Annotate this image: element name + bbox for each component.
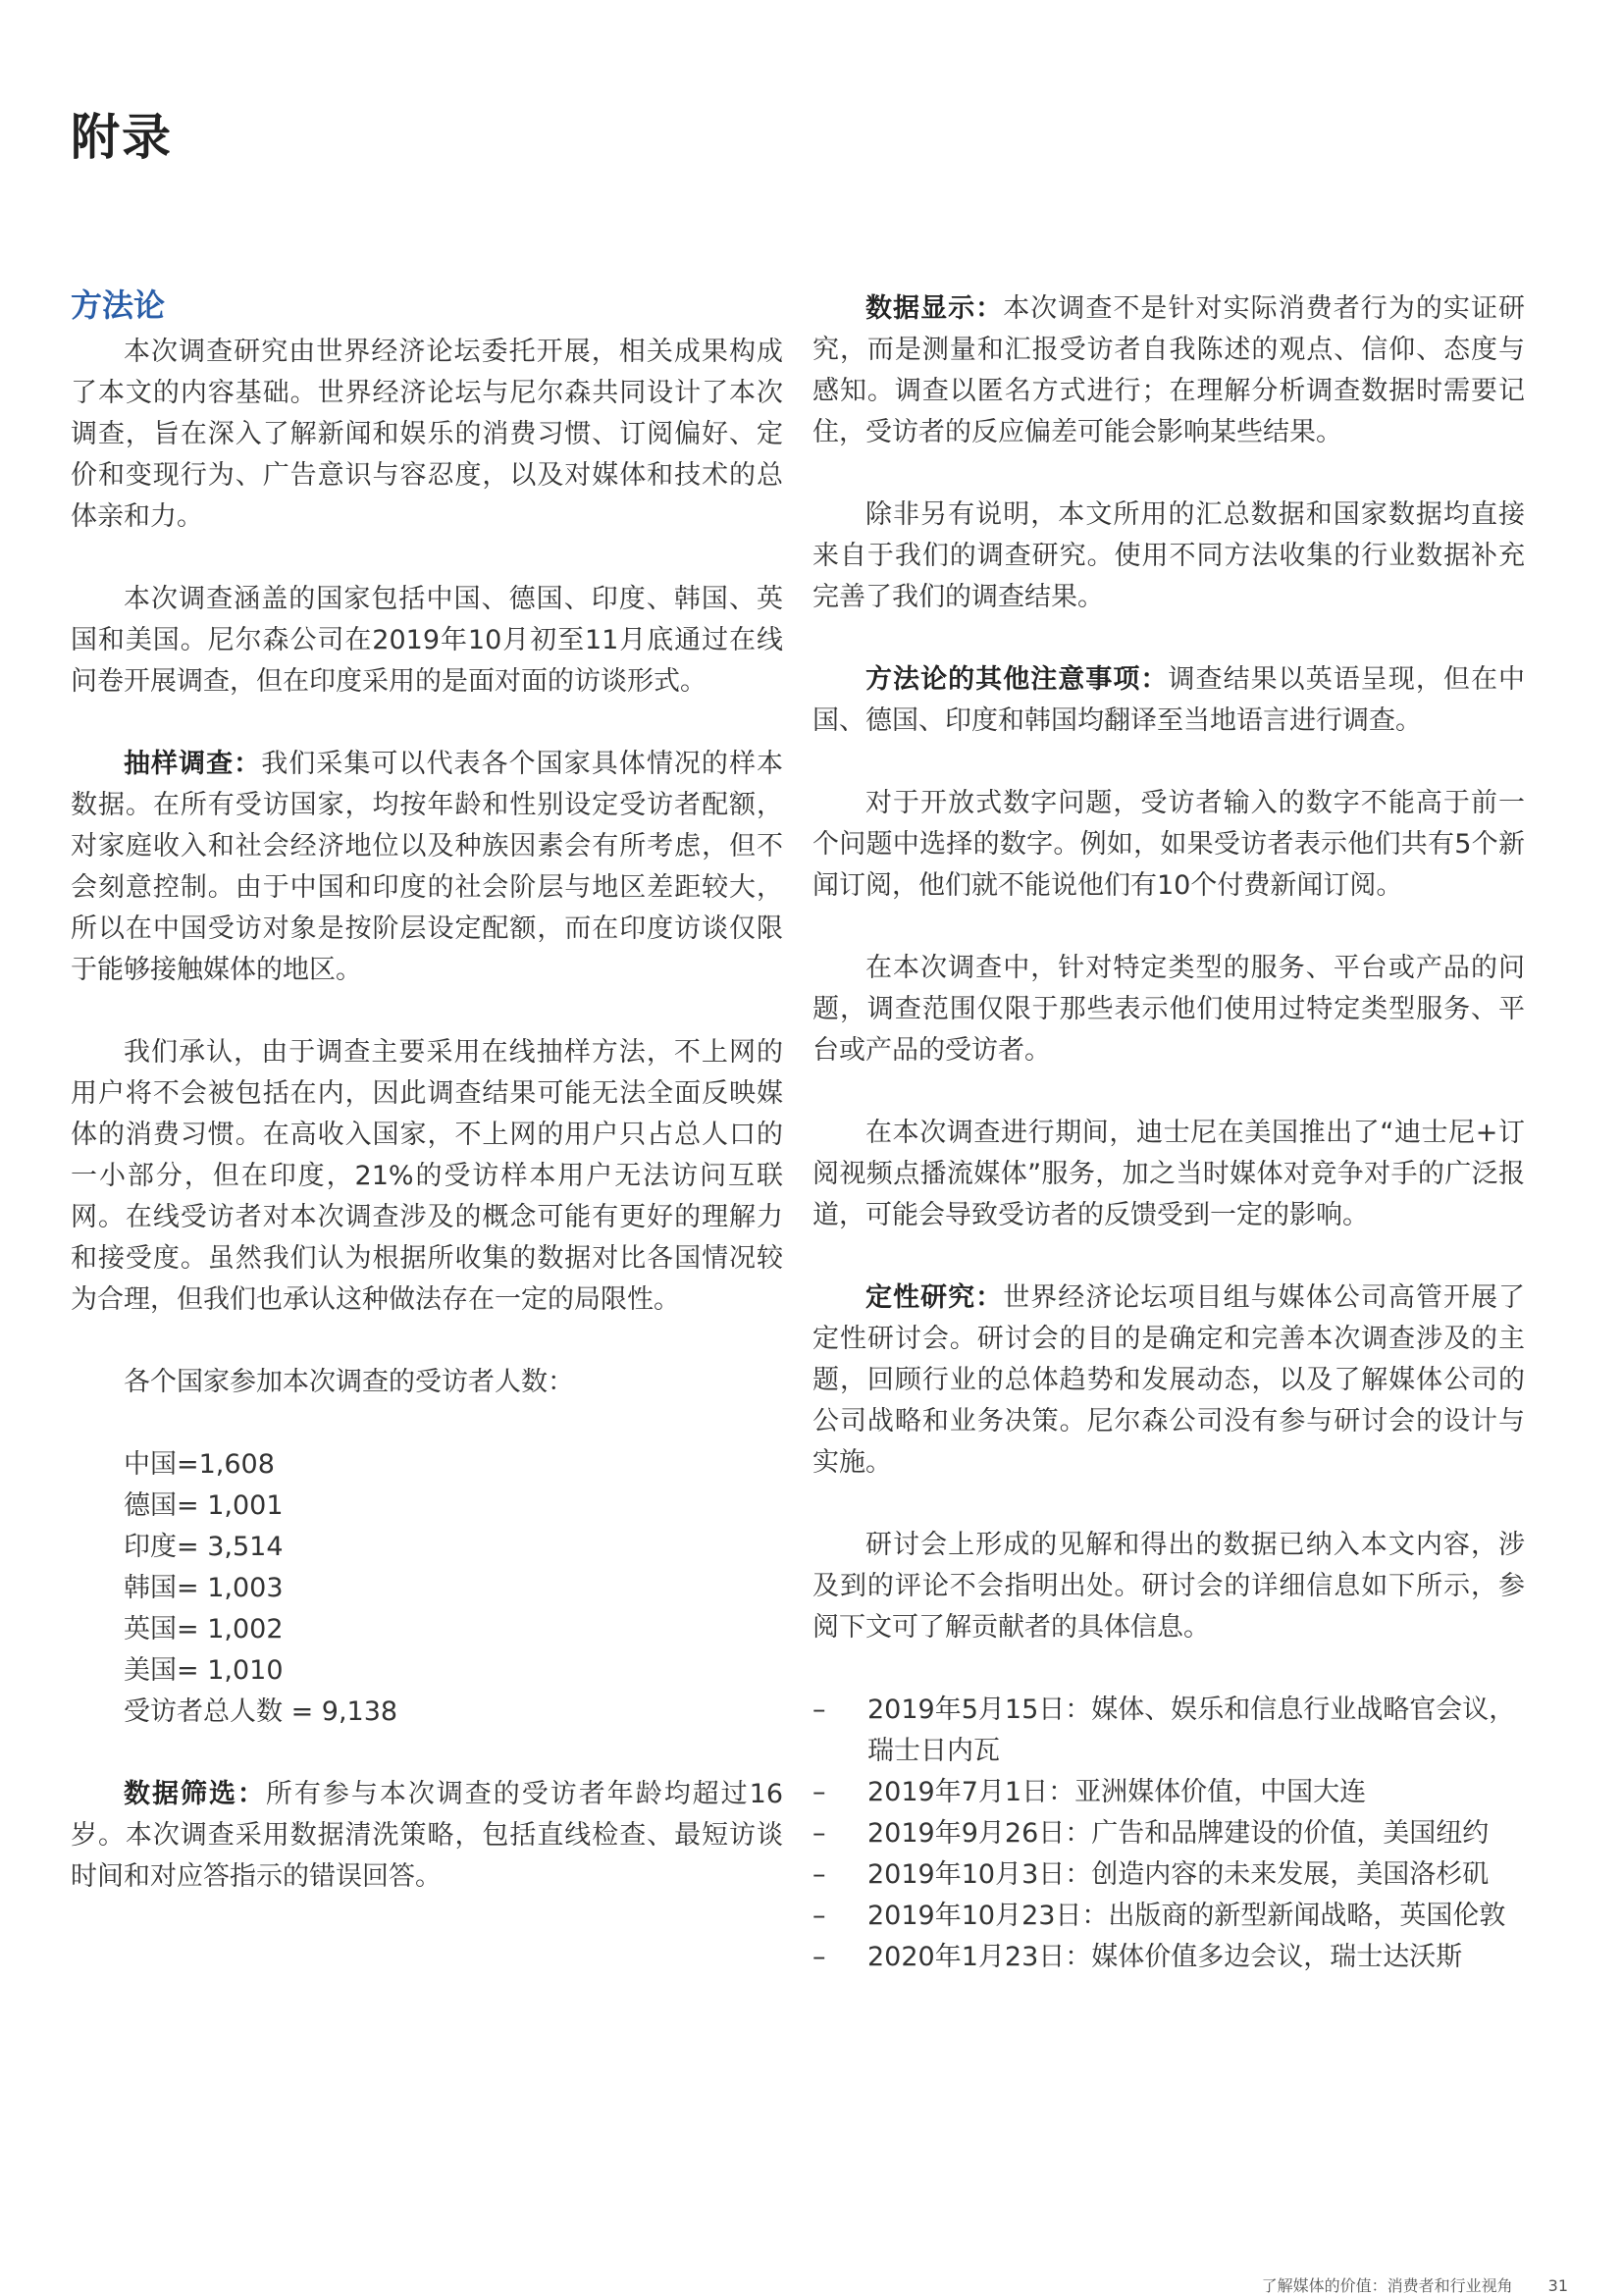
workshop-intro-paragraph: 研讨会上形成的见解和得出的数据已纳入本文内容，涉及到的评论不会指明出处。研讨会的详细信息如下所示，参阅下文可了解贡献者的具体信息。 — [812, 1530, 1525, 1643]
workshop-text: 2019年5月15日：媒体、娱乐和信息行业战略官会议，瑞士日内瓦 — [867, 1695, 1516, 1766]
workshop-text: 2019年10月23日：出版商的新型新闻战略，英国伦敦 — [867, 1901, 1506, 1931]
list-item: 韩国= 1,003 — [124, 1573, 284, 1603]
list-item — [812, 1854, 1525, 1896]
list-item — [812, 1813, 1525, 1854]
workshop-list — [812, 1690, 1525, 1978]
scope-paragraph: 在本次调查中，针对特定类型的服务、平台或产品的问题，调查范围仅限于那些表示他们使用过特定类型服务、平台或产品的受访者。 — [812, 953, 1525, 1066]
dash-marker: – — [812, 1859, 826, 1890]
limitations-paragraph: 我们承认，由于调查主要采用在线抽样方法，不上网的用户将不会被包括在内，因此调查结果可能无法全面反映媒体的消费习惯。在高收入国家，不上网的用户只占总人口的一小部分，但在印度，21%的受访样本用户无法访问互联网。在线受访者对本次调查涉及的概念可能有更好的理解力和接受度。虽然我们认为根据所收集的数据对比各国情况较为合理，但我们也承认这种做法存在一定的局限性。 — [71, 1037, 783, 1315]
list-item — [812, 1772, 1525, 1813]
display-lead: 数据显示： — [865, 293, 1004, 324]
qualitative-lead: 定性研究： — [865, 1282, 1004, 1313]
list-item — [812, 1896, 1525, 1937]
data-source-paragraph: 除非另有说明，本文所用的汇总数据和国家数据均直接来自于我们的调查研究。使用不同方法收集的行业数据补充完善了我们的调查结果。 — [812, 499, 1525, 612]
right-column — [812, 283, 1525, 1978]
list-item: 印度= 3,514 — [124, 1532, 284, 1562]
qualitative-text: 世界经济论坛项目组与媒体公司高管开展了定性研讨会。研讨会的目的是确定和完善本次调查涉及的主题，回顾行业的总体趋势和发展动态，以及了解媒体公司的公司战略和业务决策。尼尔森公司没有参与研讨会的设计与实施。 — [812, 1282, 1526, 1478]
sampling-lead: 抽样调查： — [124, 749, 262, 779]
dash-marker: – — [812, 1818, 826, 1849]
screening-paragraph — [71, 1774, 783, 1898]
sampling-paragraph — [71, 744, 783, 991]
dash-marker: – — [812, 1695, 826, 1725]
workshop-text: 2019年10月3日：创造内容的未来发展，美国洛杉矶 — [867, 1859, 1490, 1890]
list-item: 美国= 1,010 — [124, 1655, 284, 1686]
page-number: 31 — [1547, 2276, 1568, 2295]
respondent-counts-list — [71, 1444, 783, 1733]
qualitative-paragraph — [812, 1278, 1525, 1484]
dash-marker: – — [812, 1901, 826, 1931]
page-title: 附录 — [71, 109, 173, 166]
open-question-paragraph: 对于开放式数字问题，受访者输入的数字不能高于前一个问题中选择的数字。例如，如果受访者表示他们共有5个新闻订阅，他们就不能说他们有10个付费新闻订阅。 — [812, 788, 1525, 901]
page-footer — [1262, 2276, 1568, 2296]
list-item: 英国= 1,002 — [124, 1614, 284, 1644]
workshop-text: 2019年9月26日：广告和品牌建设的价值，美国纽约 — [867, 1818, 1490, 1849]
footer-title: 了解媒体的价值：消费者和行业视角 — [1261, 2276, 1513, 2295]
notes-paragraph — [812, 659, 1525, 742]
dash-marker: – — [812, 1942, 826, 1972]
notes-text: 调查结果以英语呈现，但在中国、德国、印度和韩国均翻译至当地语言进行调查。 — [812, 664, 1526, 736]
section-heading-methodology: 方法论 — [71, 287, 166, 324]
list-item: 中国=1,608 — [124, 1449, 275, 1480]
disney-paragraph: 在本次调查进行期间，迪士尼在美国推出了“迪士尼+订阅视频点播流媒体”服务，加之当时媒体对竞争对手的广泛报道，可能会导致受访者的反馈受到一定的影响。 — [812, 1118, 1525, 1230]
intro-paragraph: 本次调查研究由世界经济论坛委托开展，相关成果构成了本文的内容基础。世界经济论坛与尼尔森共同设计了本次调查，旨在深入了解新闻和娱乐的消费习惯、订阅偏好、定价和变现行为、广告意识与容忍度，以及对媒体和技术的总体亲和力。 — [71, 337, 783, 532]
list-item: 德国= 1,001 — [124, 1490, 284, 1521]
countries-paragraph: 本次调查涵盖的国家包括中国、德国、印度、韩国、英国和美国。尼尔森公司在2019年10月初至11月底通过在线问卷开展调查，但在印度采用的是面对面的访谈形式。 — [71, 584, 783, 697]
sampling-text: 我们采集可以代表各个国家具体情况的样本数据。在所有受访国家，均按年龄和性别设定受访者配额，对家庭收入和社会经济地位以及种族因素会有所考虑，但不会刻意控制。由于中国和印度的社会阶层与地区差距较大，所以在中国受访对象是按阶层设定配额，而在印度访谈仅限于能够接触媒体的地区。 — [71, 749, 784, 985]
screening-text: 所有参与本次调查的受访者年龄均超过16岁。本次调查采用数据清洗策略，包括直线检查、最短访谈时间和对应答指示的错误回答。 — [71, 1779, 783, 1892]
display-text: 本次调查不是针对实际消费者行为的实证研究，而是测量和汇报受访者自我陈述的观点、信仰、态度与感知。调查以匿名方式进行；在理解分析调查数据时需要记住，受访者的反应偏差可能会影响某些结果。 — [812, 293, 1526, 447]
list-item — [812, 1690, 1525, 1772]
counts-intro: 各个国家参加本次调查的受访者人数： — [124, 1367, 574, 1397]
notes-lead: 方法论的其他注意事项： — [865, 664, 1169, 695]
display-paragraph — [812, 288, 1525, 453]
workshop-text: 2020年1月23日：媒体价值多边会议，瑞士达沃斯 — [867, 1942, 1463, 1972]
left-column — [71, 283, 783, 1939]
screening-lead: 数据筛选： — [124, 1779, 266, 1809]
workshop-text: 2019年7月1日：亚洲媒体价值，中国大连 — [867, 1777, 1367, 1807]
list-item: 受访者总人数 = 9,138 — [124, 1696, 398, 1727]
dash-marker: – — [812, 1777, 826, 1807]
list-item — [812, 1937, 1525, 1978]
